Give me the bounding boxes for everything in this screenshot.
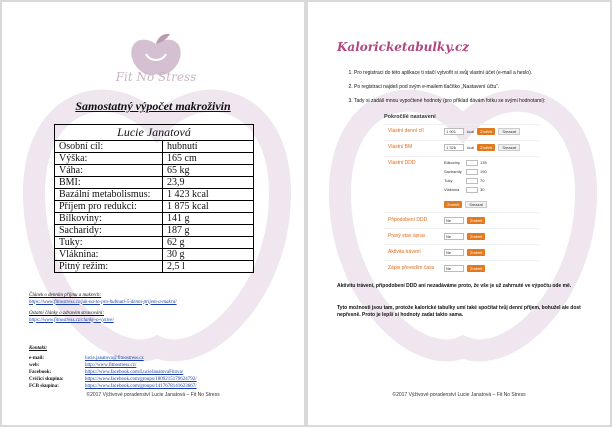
contact-row <box>29 355 197 362</box>
ddd-label: Vláknina <box>444 187 460 192</box>
table-row <box>55 165 254 177</box>
value-select[interactable]: 1 901 <box>444 128 464 135</box>
contact-key: web: <box>29 363 40 368</box>
ddd-row <box>444 158 492 167</box>
contact-link[interactable]: http://www.fitnostress.cz/ <box>85 363 137 368</box>
row-label: Pitný režim: <box>55 261 163 273</box>
row-label: Výška: <box>55 153 163 165</box>
row-value: hubnutí <box>163 141 254 153</box>
step-item: 2. Po registraci najdeš pod svým e-mailem tlačítko „Nastavení účtu“. <box>354 84 594 91</box>
table-row <box>55 141 254 153</box>
value-select[interactable]: Ne <box>444 217 464 224</box>
settings-row <box>384 244 540 258</box>
change-button[interactable]: Změnit <box>467 217 485 224</box>
value-select[interactable]: Ne <box>444 233 464 240</box>
row-label: Připodobení DDD <box>388 217 428 223</box>
row-value: 2,5 l <box>163 261 254 273</box>
change-button[interactable]: Změnit <box>444 201 462 208</box>
row-label: Sacharidy: <box>55 225 163 237</box>
contact-key: Facebook: <box>29 370 52 375</box>
change-button[interactable]: Změnit <box>467 265 485 272</box>
page-title: Kaloricketabulky.cz <box>337 40 470 54</box>
table-row <box>55 189 254 201</box>
row-label: Váha: <box>55 165 163 177</box>
other-articles-title: Ostatní články o zdravém stravování: <box>29 311 104 316</box>
contact-link[interactable]: lucie.janatova@fitnostress.cz <box>85 356 144 361</box>
settings-row <box>384 260 540 274</box>
change-button[interactable]: Změnit <box>467 249 485 256</box>
row-value: 1 423 kcal <box>163 189 254 201</box>
settings-screenshot <box>384 114 540 276</box>
contact-key: FCB skupina: <box>29 384 59 389</box>
row-label: Osobní cíl: <box>55 141 163 153</box>
ddd-row <box>444 176 492 185</box>
row-value: 30 g <box>163 249 254 261</box>
row-label: Příjem pro redukci: <box>55 201 163 213</box>
contact-key: e-mail: <box>29 356 44 361</box>
paragraph-1: Aktivitu trávení, připodobení DDD ani nezadáváme proto, že vše je už zahrnuté ve výpočtu ode mě. <box>337 283 572 289</box>
unit-label: kcal <box>467 129 475 134</box>
ddd-label: Sacharidy <box>444 169 462 174</box>
row-label: Vláknina: <box>55 249 163 261</box>
change-button[interactable]: Změnit <box>477 128 495 135</box>
article-title: Článek o denním příjmu a makrech: <box>29 293 102 298</box>
delete-button[interactable]: Smazat <box>465 201 487 208</box>
other-articles-section <box>29 311 114 324</box>
settings-row <box>384 124 540 136</box>
table-row <box>55 249 254 261</box>
row-value: 1 875 kcal <box>163 201 254 213</box>
ddd-row <box>444 185 492 194</box>
brand-name: Fit No Stress <box>115 70 197 84</box>
row-label: Tuky: <box>55 237 163 249</box>
right-page <box>308 2 610 425</box>
table-row <box>55 177 254 189</box>
ddd-input[interactable] <box>466 187 478 193</box>
row-value: 23,9 <box>163 177 254 189</box>
ddd-inputs <box>444 158 492 194</box>
change-button[interactable]: Změnit <box>467 233 485 240</box>
macro-table <box>54 124 254 273</box>
table-row <box>55 201 254 213</box>
ddd-value: 70 <box>480 178 485 183</box>
contacts-section <box>29 346 197 390</box>
contact-row <box>29 362 197 369</box>
table-row <box>55 261 254 273</box>
table-row <box>55 153 254 165</box>
settings-row <box>384 212 540 226</box>
contacts-title: Kontakt: <box>29 346 48 351</box>
steps-list <box>344 70 594 112</box>
row-value: 187 g <box>163 225 254 237</box>
row-label: Bílkoviny: <box>55 213 163 225</box>
paragraph-2: Tyto možnosti jsou tam, protože kalorické tabulky umí také spočítat tvůj denní příjem, bohužel ale dost nepřesně. Proto je lepší si hodnoty zadat takto sama. <box>337 305 581 318</box>
row-value: 165 cm <box>163 153 254 165</box>
ddd-value: 190 <box>480 169 487 174</box>
contact-link[interactable]: https://www.facebook.com/LucieJanatovaFitova/ <box>85 370 184 375</box>
contact-link[interactable]: https://www.facebook.com/groups/1809215179624792/ <box>85 377 197 382</box>
ddd-value: 135 <box>480 160 487 165</box>
contact-row <box>29 369 197 376</box>
client-name: Lucie Janatová <box>55 125 254 141</box>
row-value: 141 g <box>163 213 254 225</box>
ddd-input[interactable] <box>466 160 478 166</box>
step-item: 1. Pro registraci do této aplikace ti stačí vytvořit si svůj vlastní účet (e-mail a heslo). <box>354 70 594 77</box>
value-select[interactable]: Ne <box>444 265 464 272</box>
article-link[interactable]: https://www.fitnostress.cz/jak-na-to-pro-hubnuti-5-denni-prijem-a-makra/ <box>29 299 177 305</box>
change-button[interactable]: Změnit <box>477 144 495 151</box>
panel-heading: Pokročilé nastavení <box>384 114 436 120</box>
table-header-row <box>55 125 254 141</box>
ddd-input[interactable] <box>466 169 478 175</box>
row-label: Vlastní BM <box>388 144 413 150</box>
row-value: 62 g <box>163 237 254 249</box>
settings-row <box>384 156 540 210</box>
contact-row <box>29 383 197 390</box>
right-footer: ©2017 Výživové poradenství Lucie Janatová – Fit No Stress <box>392 392 526 398</box>
article-section <box>29 293 177 306</box>
settings-row <box>384 140 540 152</box>
row-value: 65 kg <box>163 165 254 177</box>
ddd-label: Bílkoviny <box>444 160 461 165</box>
left-footer: ©2017 Výživové poradenství Lucie Janatová – Fit No Stress <box>86 392 220 398</box>
row-label: Zápis převedím času <box>388 265 435 271</box>
ddd-label: Tuky <box>444 178 453 183</box>
left-page <box>2 2 304 425</box>
row-label: Vlastní denní cíl <box>388 128 424 134</box>
row-label: Aktivita trávení <box>388 249 421 255</box>
contact-row <box>29 376 197 383</box>
settings-row <box>384 228 540 242</box>
delete-button[interactable]: Smazat <box>498 128 520 135</box>
other-articles-link[interactable]: https://www.fitnostress.cz/clanky-o-vyzive/ <box>29 317 114 323</box>
ddd-input[interactable] <box>466 178 478 184</box>
unit-label: kcal <box>467 145 475 150</box>
step-item: 3. Tady si zadáš mnou vypočtené hodnoty (pro příklad dávám fotku se svými hodnotami): <box>354 98 594 105</box>
table-row <box>55 237 254 249</box>
ddd-value: 30 <box>480 187 485 192</box>
table-row <box>55 225 254 237</box>
contact-link[interactable]: https://www.facebook.com/groups/1417678141623667/ <box>85 384 197 389</box>
contact-key: Cvičící skupina: <box>29 377 64 382</box>
row-label: BMI: <box>55 177 163 189</box>
ddd-row <box>444 167 492 176</box>
value-select[interactable]: 1 326 <box>444 144 464 151</box>
table-row <box>55 213 254 225</box>
row-label: Vlastní DDD <box>388 160 416 166</box>
delete-button[interactable]: Smazat <box>498 144 520 151</box>
row-label: Pravý stav úprav <box>388 233 426 239</box>
row-label: Bazální metabolismus: <box>55 189 163 201</box>
document-title: Samostatný výpočet makroživin <box>75 99 231 113</box>
value-select[interactable]: Ne <box>444 249 464 256</box>
